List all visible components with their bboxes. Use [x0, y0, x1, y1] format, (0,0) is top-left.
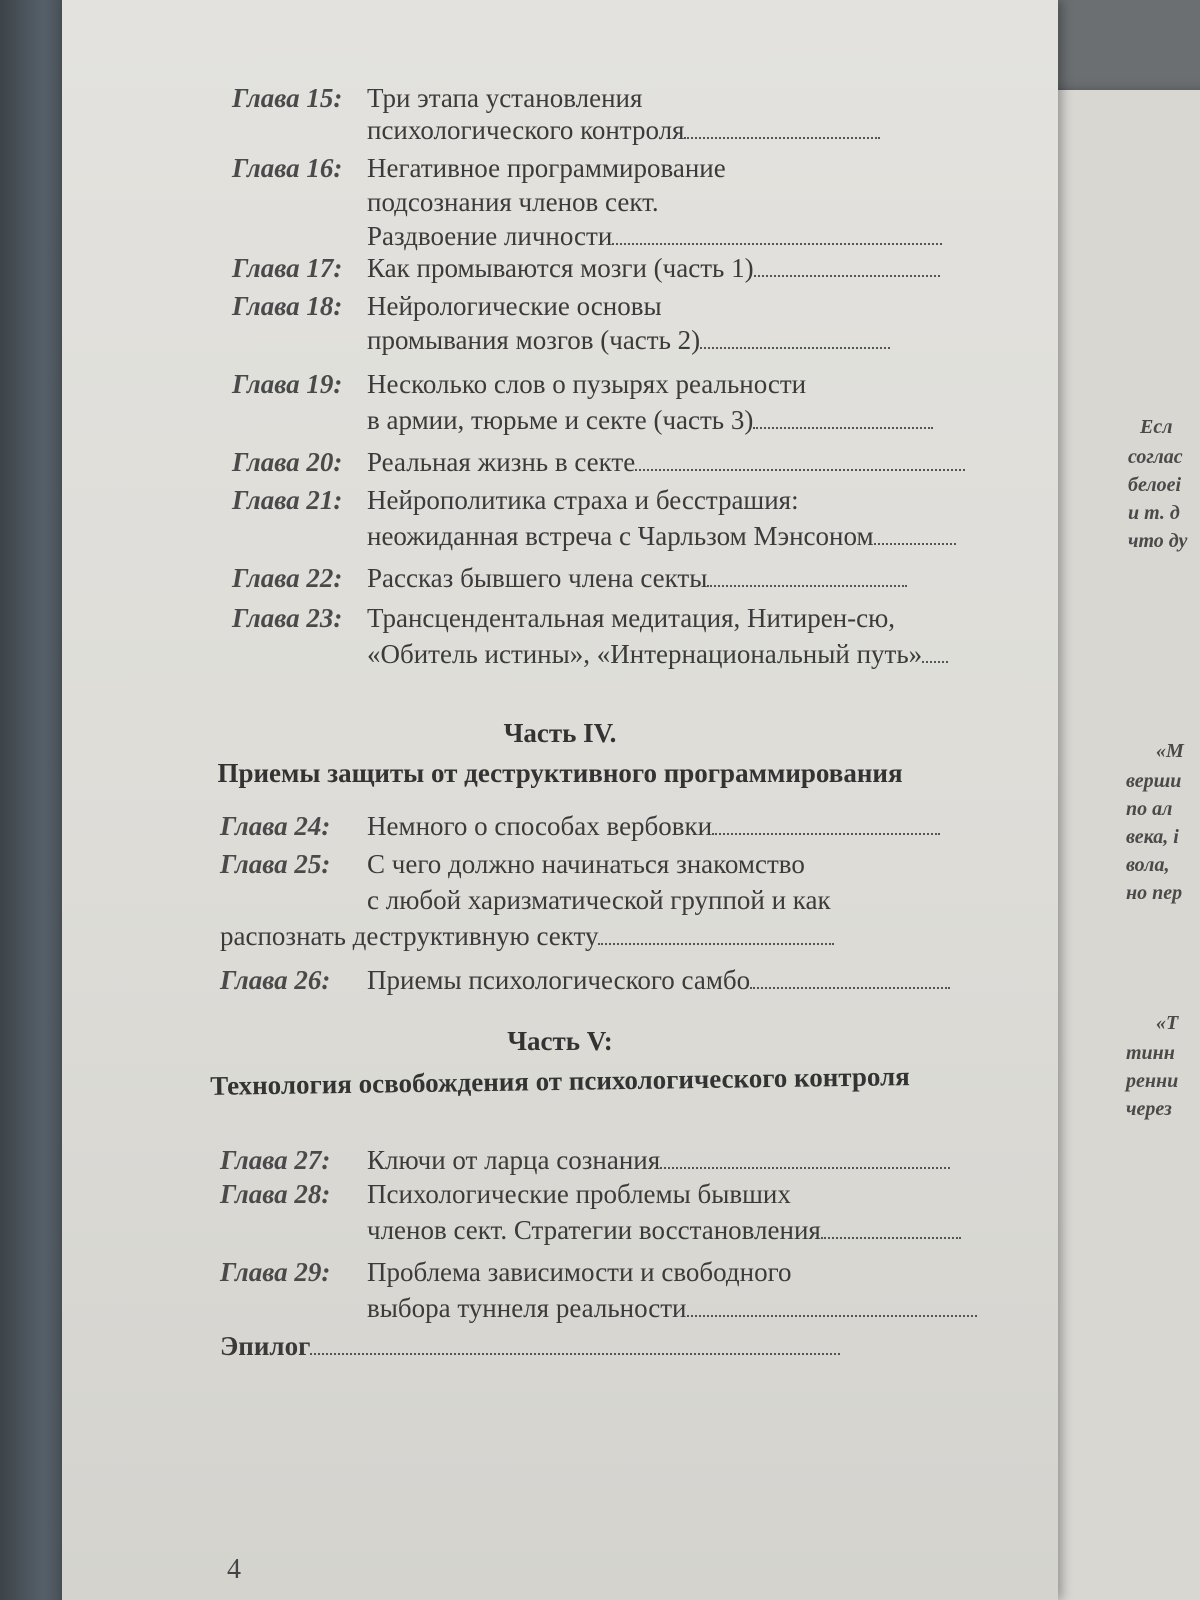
chapter-label: Глава 16:: [232, 153, 343, 183]
chapter-label: Глава 20:: [232, 447, 343, 477]
chapter-title-text: Три этапа установления: [367, 83, 643, 113]
chapter-title-text: промывания мозгов (часть 2): [367, 325, 701, 355]
chapter-title-line: [367, 218, 942, 254]
chapter-title-text: подсознания членов сект.: [367, 187, 659, 217]
chapter-title-text: Приемы психологического самбо: [367, 965, 751, 995]
dot-leader: [660, 1167, 950, 1169]
dot-leader: [707, 585, 907, 587]
epilogue-label: Эпилог: [220, 1331, 311, 1361]
facing-text: тинн: [1126, 1042, 1175, 1064]
epilogue-entry: [220, 1328, 840, 1364]
dot-leader: [700, 347, 890, 349]
chapter-title-text: Несколько слов о пузырях реальности: [367, 369, 807, 399]
part-5-heading: Часть V:: [507, 1026, 613, 1056]
chapter-label: Глава 29:: [220, 1257, 331, 1287]
facing-text: через: [1126, 1098, 1172, 1120]
chapter-title-text: Как промываются мозги (часть 1): [367, 253, 754, 283]
chapter-title-text: психологического контроля: [367, 115, 685, 145]
chapter-title-text: Проблема зависимости и свободного: [367, 1257, 792, 1287]
dot-leader: [612, 243, 942, 245]
dot-leader: [687, 1315, 977, 1317]
facing-text: что ду: [1128, 530, 1188, 552]
table-of-contents: [62, 0, 1058, 1600]
chapter-title-line: [367, 600, 895, 636]
chapter-title-line: [367, 184, 659, 220]
dot-leader: [684, 137, 880, 139]
chapter-title-line: [367, 322, 890, 358]
dot-leader: [922, 661, 948, 663]
chapter-label: Глава 26:: [220, 965, 331, 995]
part-4-subheading: Приемы защиты от деструктивного программирования: [217, 758, 903, 788]
chapter-label: Глава 19:: [232, 369, 343, 399]
facing-text: верши: [1126, 770, 1182, 792]
chapter-title-line: [367, 80, 642, 116]
chapter-title-text: Нейрополитика страха и бесстрашия:: [367, 485, 799, 515]
dot-leader: [754, 275, 940, 277]
dot-leader: [598, 943, 834, 945]
chapter-title-text: выбора туннеля реальности: [367, 1293, 687, 1323]
part-5-subheading: Технология освобождения от психологического контроля: [209, 1061, 910, 1101]
chapter-title-text: Рассказ бывшего члена секты: [367, 563, 708, 593]
chapter-title-line: [367, 636, 948, 672]
chapter-title-line: [367, 1254, 791, 1290]
chapter-title-text: С чего должно начинаться знакомство: [367, 849, 805, 879]
chapter-title-text: «Обитель истины», «Интернациональный путь»: [367, 639, 923, 669]
chapter-title-text: Реальная жизнь в секте: [367, 447, 636, 477]
chapter-title-line: [367, 1142, 950, 1178]
facing-text: Есл: [1140, 416, 1173, 438]
chapter-title-text: с любой харизматической группой и как: [367, 885, 831, 915]
chapter-title-line: [367, 882, 831, 918]
part-4-heading: Часть IV.: [503, 718, 617, 748]
facing-text: но пер: [1126, 882, 1183, 904]
facing-text: по ал: [1126, 798, 1173, 820]
chapter-title-line: [367, 250, 940, 286]
chapter-title-text: Негативное программирование: [367, 153, 726, 183]
chapter-title-line: [367, 808, 940, 844]
dot-leader: [821, 1237, 961, 1239]
chapter-label: Глава 15:: [232, 83, 343, 113]
chapter-title-text: распознать деструктивную секту: [220, 921, 599, 951]
facing-text: и т. д: [1128, 502, 1180, 524]
chapter-label: Глава 22:: [232, 563, 343, 593]
facing-text: века, і: [1126, 826, 1179, 848]
chapter-label: Глава 24:: [220, 811, 331, 841]
chapter-title-line: [367, 444, 965, 480]
dot-leader: [635, 469, 965, 471]
facing-text: ренни: [1126, 1070, 1179, 1092]
chapter-title-text: Психологические проблемы бывших: [367, 1179, 791, 1209]
chapter-label: Глава 21:: [232, 485, 343, 515]
chapter-label: Глава 27:: [220, 1145, 331, 1175]
chapter-title-line: [367, 518, 956, 554]
chapter-label: Глава 28:: [220, 1179, 331, 1209]
facing-text: белоеі: [1128, 474, 1182, 496]
dot-leader: [874, 543, 956, 545]
chapter-title-text: Нейрологические основы: [367, 291, 662, 321]
facing-text: соглас: [1128, 446, 1183, 468]
chapter-label: Глава 25:: [220, 849, 331, 879]
chapter-title-line: [367, 560, 907, 596]
chapter-title-line: [367, 150, 726, 186]
facing-text: вола,: [1126, 854, 1170, 876]
chapter-title-text: Раздвоение личности: [367, 221, 613, 251]
chapter-label: Глава 17:: [232, 253, 343, 283]
dot-leader: [750, 987, 950, 989]
dot-leader: [753, 427, 933, 429]
chapter-title-line: [367, 846, 805, 882]
chapter-title-text: Ключи от ларца сознания: [367, 1145, 661, 1175]
chapter-label: Глава 18:: [232, 291, 343, 321]
chapter-title-text: членов сект. Стратегии восстановления: [367, 1215, 821, 1245]
book-page: [62, 0, 1058, 1600]
chapter-title-line: [367, 112, 880, 148]
facing-text: «М: [1156, 740, 1184, 762]
chapter-title-text: Немного о способах вербовки: [367, 811, 713, 841]
dot-leader: [712, 833, 940, 835]
chapter-title-line: [220, 918, 834, 954]
chapter-label: Глава 23:: [232, 603, 343, 633]
chapter-title-line: [367, 962, 950, 998]
chapter-title-text: неожиданная встреча с Чарльзом Мэнсоном: [367, 521, 874, 551]
chapter-title-text: в армии, тюрьме и секте (часть 3): [367, 405, 754, 435]
chapter-title-line: [367, 1176, 791, 1212]
chapter-title-line: [367, 366, 806, 402]
dot-leader: [310, 1353, 840, 1355]
chapter-title-text: Трансцендентальная медитация, Нитирен-сю,: [367, 603, 896, 633]
chapter-title-line: [367, 1290, 977, 1326]
page-number: 4: [227, 1554, 241, 1585]
chapter-title-line: [367, 1212, 961, 1248]
facing-text: «Т: [1156, 1012, 1179, 1034]
chapter-title-line: [367, 402, 933, 438]
chapter-title-line: [367, 482, 799, 518]
chapter-title-line: [367, 288, 662, 324]
book-spine-edge: [0, 0, 62, 1600]
